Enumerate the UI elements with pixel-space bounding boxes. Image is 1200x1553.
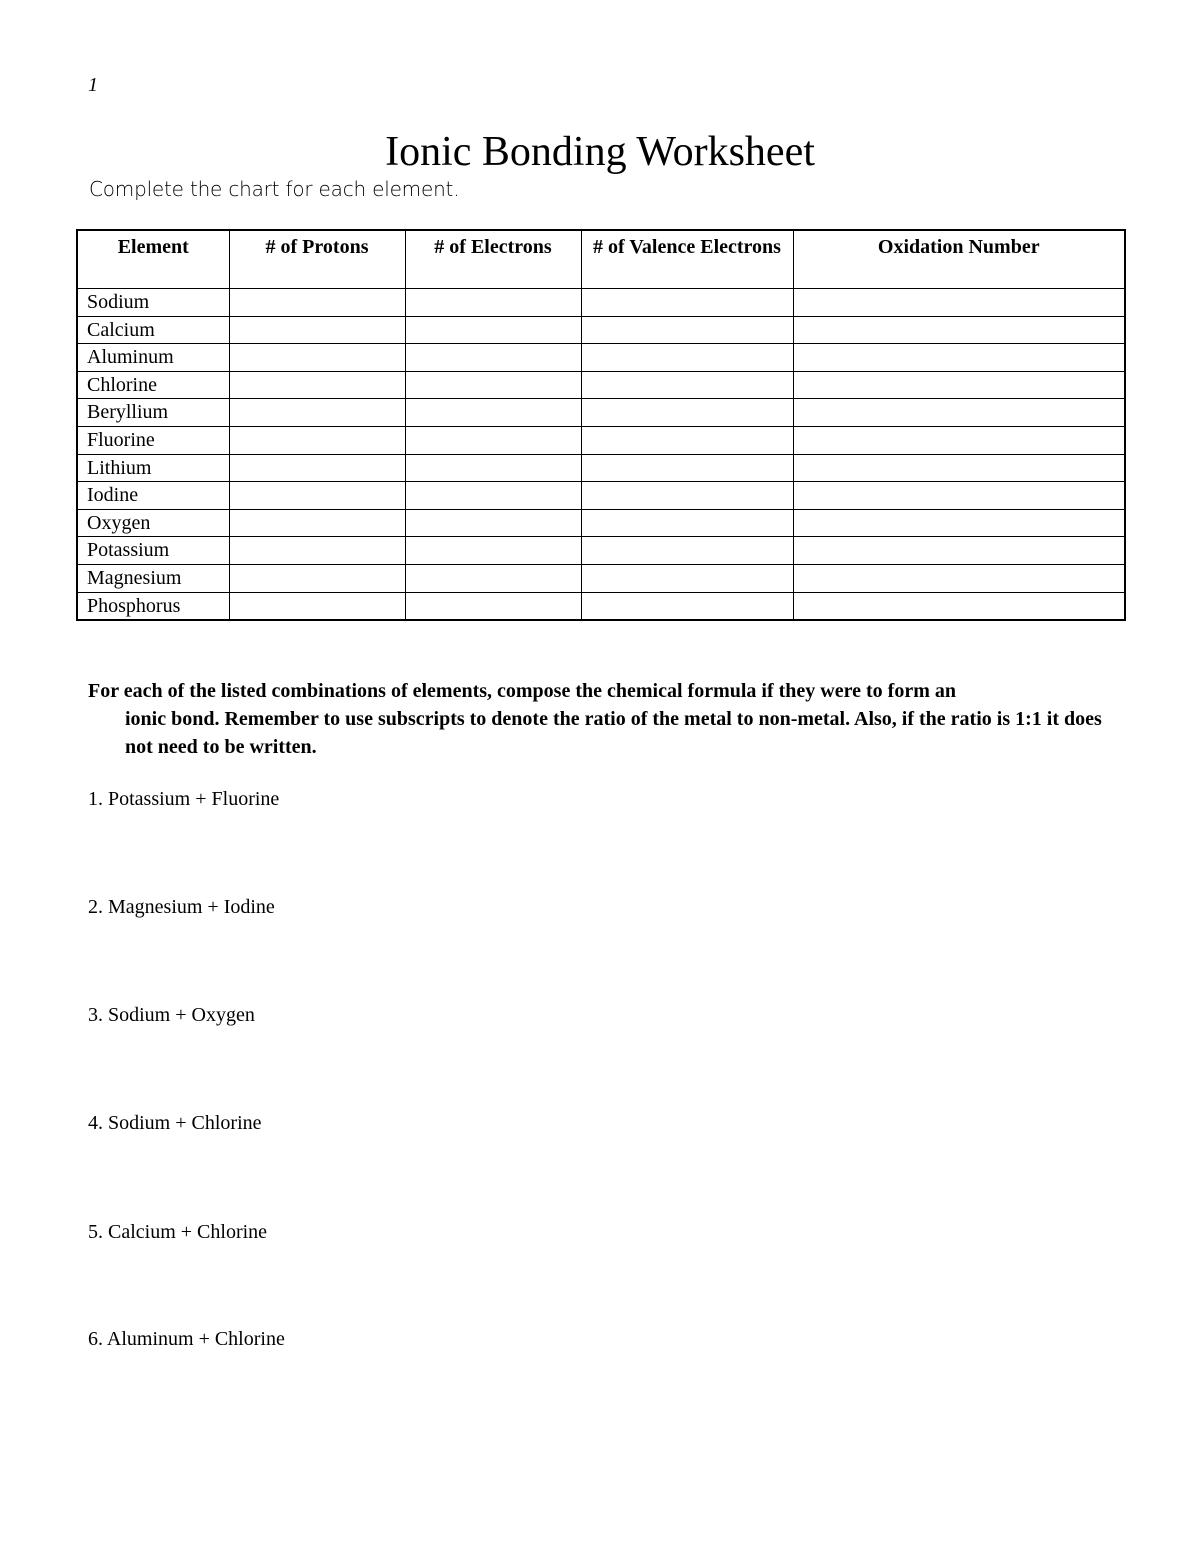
oxidation-number-cell[interactable] (793, 426, 1125, 454)
oxidation-number-cell[interactable] (793, 371, 1125, 399)
electrons-cell[interactable] (405, 482, 581, 510)
table-row (77, 537, 1125, 565)
protons-cell[interactable] (229, 482, 405, 510)
protons-cell[interactable] (229, 564, 405, 592)
table-row (77, 316, 1125, 344)
element-name-cell: Lithium (77, 454, 229, 482)
oxidation-number-cell[interactable] (793, 509, 1125, 537)
electrons-cell[interactable] (405, 344, 581, 372)
oxidation-number-cell[interactable] (793, 399, 1125, 427)
page-number: 1 (88, 74, 98, 96)
element-name-cell: Oxygen (77, 509, 229, 537)
table-row (77, 289, 1125, 317)
header-oxidation-number: Oxidation Number (793, 230, 1125, 289)
element-name-cell: Calcium (77, 316, 229, 344)
element-name-cell: Fluorine (77, 426, 229, 454)
table-row (77, 454, 1125, 482)
electrons-cell[interactable] (405, 371, 581, 399)
oxidation-number-cell[interactable] (793, 289, 1125, 317)
header-electrons: # of Electrons (405, 230, 581, 289)
chart-instruction: Complete the chart for each element. (89, 177, 460, 201)
oxidation-number-cell[interactable] (793, 454, 1125, 482)
table-row (77, 592, 1125, 620)
valence-electrons-cell[interactable] (581, 371, 793, 399)
electrons-cell[interactable] (405, 289, 581, 317)
header-element: Element (77, 230, 229, 289)
valence-electrons-cell[interactable] (581, 537, 793, 565)
protons-cell[interactable] (229, 399, 405, 427)
element-chart (76, 229, 1126, 621)
oxidation-number-cell[interactable] (793, 482, 1125, 510)
combination-item: 1. Potassium + Fluorine (88, 788, 280, 810)
element-name-cell: Potassium (77, 537, 229, 565)
chart-body (77, 289, 1125, 621)
table-row (77, 426, 1125, 454)
valence-electrons-cell[interactable] (581, 316, 793, 344)
element-name-cell: Beryllium (77, 399, 229, 427)
electrons-cell[interactable] (405, 454, 581, 482)
oxidation-number-cell[interactable] (793, 316, 1125, 344)
table-row (77, 371, 1125, 399)
prompt-line-1: For each of the listed combinations of elements, compose the chemical formula if they were to form an (88, 680, 956, 702)
protons-cell[interactable] (229, 344, 405, 372)
electrons-cell[interactable] (405, 316, 581, 344)
combination-item: 6. Aluminum + Chlorine (88, 1328, 285, 1350)
chart-header-row (77, 230, 1125, 289)
protons-cell[interactable] (229, 454, 405, 482)
formula-prompt (88, 677, 1123, 761)
protons-cell[interactable] (229, 592, 405, 620)
protons-cell[interactable] (229, 426, 405, 454)
protons-cell[interactable] (229, 371, 405, 399)
header-protons: # of Protons (229, 230, 405, 289)
worksheet-title: Ionic Bonding Worksheet (385, 129, 815, 175)
valence-electrons-cell[interactable] (581, 592, 793, 620)
combination-item: 2. Magnesium + Iodine (88, 896, 275, 918)
valence-electrons-cell[interactable] (581, 564, 793, 592)
valence-electrons-cell[interactable] (581, 482, 793, 510)
electrons-cell[interactable] (405, 564, 581, 592)
table-row (77, 564, 1125, 592)
electrons-cell[interactable] (405, 509, 581, 537)
protons-cell[interactable] (229, 509, 405, 537)
valence-electrons-cell[interactable] (581, 426, 793, 454)
oxidation-number-cell[interactable] (793, 537, 1125, 565)
table-row (77, 344, 1125, 372)
valence-electrons-cell[interactable] (581, 509, 793, 537)
combination-item: 4. Sodium + Chlorine (88, 1112, 262, 1134)
valence-electrons-cell[interactable] (581, 289, 793, 317)
element-name-cell: Iodine (77, 482, 229, 510)
oxidation-number-cell[interactable] (793, 564, 1125, 592)
valence-electrons-cell[interactable] (581, 399, 793, 427)
electrons-cell[interactable] (405, 537, 581, 565)
prompt-continuation: ionic bond. Remember to use subscripts to denote the ratio of the metal to non-metal. Also, if the ratio is 1:1 it does not need to be written. (125, 708, 1102, 758)
element-name-cell: Phosphorus (77, 592, 229, 620)
element-name-cell: Sodium (77, 289, 229, 317)
element-name-cell: Aluminum (77, 344, 229, 372)
electrons-cell[interactable] (405, 426, 581, 454)
element-name-cell: Magnesium (77, 564, 229, 592)
protons-cell[interactable] (229, 289, 405, 317)
oxidation-number-cell[interactable] (793, 344, 1125, 372)
protons-cell[interactable] (229, 316, 405, 344)
electrons-cell[interactable] (405, 399, 581, 427)
element-name-cell: Chlorine (77, 371, 229, 399)
valence-electrons-cell[interactable] (581, 454, 793, 482)
protons-cell[interactable] (229, 537, 405, 565)
oxidation-number-cell[interactable] (793, 592, 1125, 620)
table-row (77, 509, 1125, 537)
table-row (77, 482, 1125, 510)
combination-item: 3. Sodium + Oxygen (88, 1004, 255, 1026)
valence-electrons-cell[interactable] (581, 344, 793, 372)
electrons-cell[interactable] (405, 592, 581, 620)
combination-item: 5. Calcium + Chlorine (88, 1221, 268, 1243)
table-row (77, 399, 1125, 427)
header-valence-electrons: # of Valence Electrons (581, 230, 793, 289)
